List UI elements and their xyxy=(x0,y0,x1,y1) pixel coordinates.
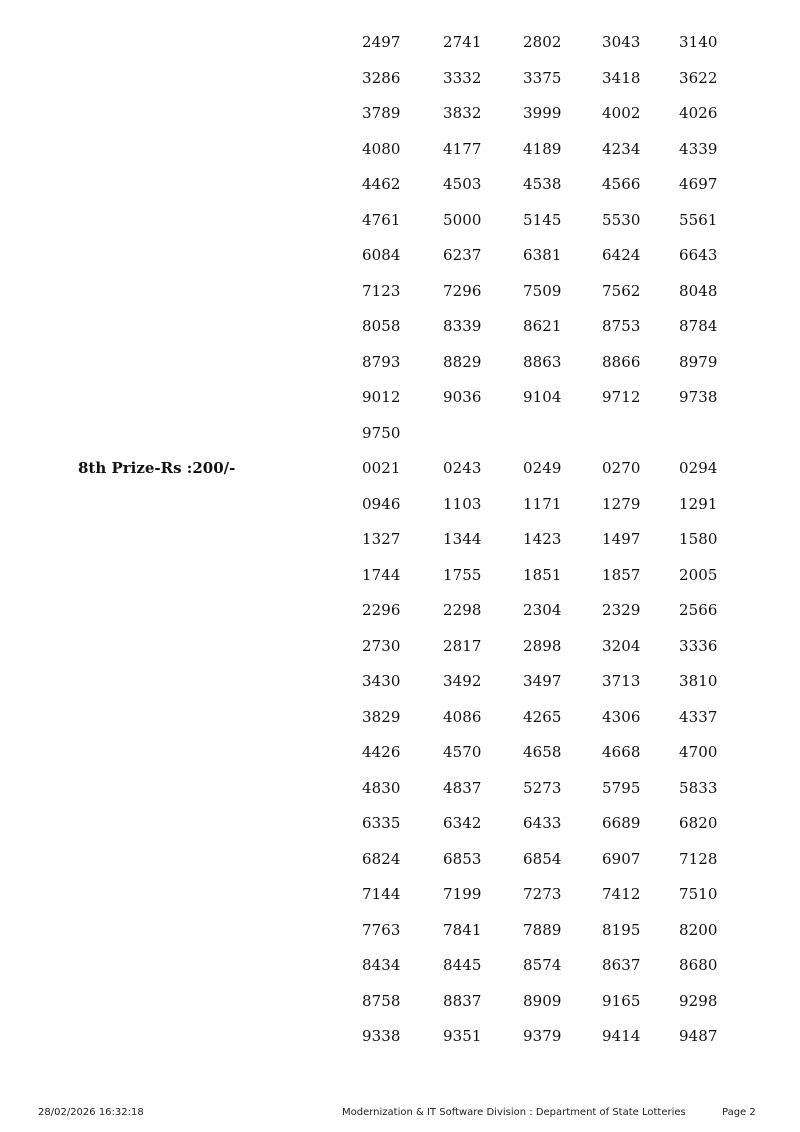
ticket-number: 9165 xyxy=(602,991,641,1010)
ticket-number: 8680 xyxy=(679,956,718,974)
ticket-number: 3622 xyxy=(679,68,718,87)
ticket-number: 4503 xyxy=(443,175,482,193)
ticket-number: 4830 xyxy=(362,778,401,797)
ticket-number: 8058 xyxy=(362,317,401,335)
ticket-number: 2802 xyxy=(523,33,562,51)
ticket-number: 7509 xyxy=(523,281,562,300)
ticket-number: 4026 xyxy=(679,104,718,122)
ticket-number: 7841 xyxy=(443,920,482,939)
ticket-number: 1580 xyxy=(679,530,718,548)
ticket-number: 7144 xyxy=(362,885,401,903)
number-row xyxy=(0,387,800,423)
ticket-number: 8863 xyxy=(523,352,562,371)
number-row xyxy=(0,281,800,317)
ticket-number: 6820 xyxy=(679,814,718,832)
number-row xyxy=(0,955,800,991)
ticket-number: 9750 xyxy=(362,423,401,442)
ticket-number: 1857 xyxy=(602,565,641,584)
ticket-number: 4080 xyxy=(362,139,401,158)
ticket-number: 3286 xyxy=(362,68,401,87)
number-row xyxy=(0,991,800,1027)
ticket-number: 7199 xyxy=(443,885,482,903)
ticket-number: 8909 xyxy=(523,991,562,1010)
ticket-number: 8048 xyxy=(679,281,718,300)
ticket-number: 9738 xyxy=(679,388,718,406)
number-row xyxy=(0,707,800,743)
ticket-number: 2741 xyxy=(443,33,482,51)
ticket-number: 1851 xyxy=(523,565,562,584)
ticket-number: 9012 xyxy=(362,388,401,406)
ticket-number: 9414 xyxy=(602,1027,641,1045)
number-row xyxy=(0,636,800,672)
ticket-number: 5145 xyxy=(523,210,562,229)
ticket-number: 9379 xyxy=(523,1027,562,1045)
footer-division: Modernization & IT Software Division : Department of State Lotteries xyxy=(342,1107,686,1118)
ticket-number: 7889 xyxy=(523,920,562,939)
ticket-number: 3418 xyxy=(602,68,641,87)
ticket-number: 6084 xyxy=(362,246,401,264)
ticket-number: 4566 xyxy=(602,175,641,193)
ticket-number: 6237 xyxy=(443,246,482,264)
number-row xyxy=(0,32,800,68)
ticket-number: 2730 xyxy=(362,636,401,655)
number-row xyxy=(0,778,800,814)
ticket-number: 4339 xyxy=(679,139,718,158)
number-row xyxy=(0,245,800,281)
ticket-number: 8637 xyxy=(602,956,641,974)
ticket-number: 4570 xyxy=(443,743,482,761)
number-row xyxy=(0,600,800,636)
ticket-number: 4697 xyxy=(679,175,718,193)
prize-section-8th xyxy=(0,458,800,1062)
ticket-number: 7412 xyxy=(602,885,641,903)
ticket-number: 4538 xyxy=(523,175,562,193)
number-row xyxy=(0,352,800,388)
number-row xyxy=(0,529,800,565)
ticket-number: 8445 xyxy=(443,956,482,974)
ticket-number: 7510 xyxy=(679,885,718,903)
ticket-number: 4177 xyxy=(443,139,482,158)
ticket-number: 4462 xyxy=(362,175,401,193)
number-row xyxy=(0,316,800,352)
ticket-number: 2817 xyxy=(443,636,482,655)
ticket-number: 9712 xyxy=(602,388,641,406)
number-row xyxy=(0,174,800,210)
ticket-number: 6424 xyxy=(602,246,641,264)
number-row xyxy=(0,210,800,246)
ticket-number: 8200 xyxy=(679,920,718,939)
ticket-number: 4700 xyxy=(679,743,718,761)
ticket-number: 3497 xyxy=(523,672,562,690)
ticket-number: 4265 xyxy=(523,707,562,726)
ticket-number: 3336 xyxy=(679,636,718,655)
number-row xyxy=(0,458,800,494)
prize-label: 8th Prize-Rs :200/- xyxy=(78,459,236,477)
ticket-number: 5561 xyxy=(679,210,718,229)
number-row xyxy=(0,920,800,956)
ticket-number: 4086 xyxy=(443,707,482,726)
ticket-number: 8753 xyxy=(602,317,641,335)
ticket-number: 8837 xyxy=(443,991,482,1010)
ticket-number: 8339 xyxy=(443,317,482,335)
ticket-number: 7273 xyxy=(523,885,562,903)
ticket-number: 6824 xyxy=(362,849,401,868)
footer-timestamp: 28/02/2026 16:32:18 xyxy=(38,1107,144,1118)
ticket-number: 4837 xyxy=(443,778,482,797)
ticket-number: 4002 xyxy=(602,104,641,122)
ticket-number: 7296 xyxy=(443,281,482,300)
ticket-number: 1423 xyxy=(523,530,562,548)
ticket-number: 8793 xyxy=(362,352,401,371)
ticket-number: 6381 xyxy=(523,246,562,264)
ticket-number: 6643 xyxy=(679,246,718,264)
ticket-number: 4234 xyxy=(602,139,641,158)
number-row xyxy=(0,813,800,849)
prize-section-continued xyxy=(0,32,800,458)
ticket-number: 9036 xyxy=(443,388,482,406)
ticket-number: 9298 xyxy=(679,991,718,1010)
ticket-number: 0270 xyxy=(602,459,641,477)
ticket-number: 3140 xyxy=(679,33,718,51)
ticket-number: 1171 xyxy=(523,494,562,513)
footer-page-number: Page 2 xyxy=(722,1107,756,1118)
number-row xyxy=(0,1026,800,1062)
ticket-number: 3999 xyxy=(523,104,562,122)
number-row xyxy=(0,494,800,530)
ticket-number: 8195 xyxy=(602,920,641,939)
ticket-number: 6335 xyxy=(362,814,401,832)
ticket-number: 0946 xyxy=(362,494,401,513)
ticket-number: 2497 xyxy=(362,33,401,51)
number-row xyxy=(0,671,800,707)
ticket-number: 4668 xyxy=(602,743,641,761)
ticket-number: 4761 xyxy=(362,210,401,229)
number-row xyxy=(0,68,800,104)
ticket-number: 0294 xyxy=(679,459,718,477)
ticket-number: 1755 xyxy=(443,565,482,584)
ticket-number: 8574 xyxy=(523,956,562,974)
ticket-number: 4426 xyxy=(362,743,401,761)
ticket-number: 3713 xyxy=(602,672,641,690)
ticket-number: 2298 xyxy=(443,601,482,619)
ticket-number: 2304 xyxy=(523,601,562,619)
number-row xyxy=(0,423,800,459)
ticket-number: 9338 xyxy=(362,1027,401,1045)
ticket-number: 3332 xyxy=(443,68,482,87)
ticket-number: 4189 xyxy=(523,139,562,158)
number-row xyxy=(0,565,800,601)
ticket-number: 9487 xyxy=(679,1027,718,1045)
ticket-number: 1344 xyxy=(443,530,482,548)
ticket-number: 8434 xyxy=(362,956,401,974)
ticket-number: 9351 xyxy=(443,1027,482,1045)
ticket-number: 7123 xyxy=(362,281,401,300)
number-row xyxy=(0,884,800,920)
ticket-number: 6689 xyxy=(602,814,641,832)
ticket-number: 6433 xyxy=(523,814,562,832)
ticket-number: 1744 xyxy=(362,565,401,584)
number-row xyxy=(0,103,800,139)
ticket-number: 3430 xyxy=(362,672,401,690)
number-row xyxy=(0,742,800,778)
ticket-number: 5000 xyxy=(443,210,482,229)
ticket-number: 1497 xyxy=(602,530,641,548)
ticket-number: 2329 xyxy=(602,601,641,619)
ticket-number: 4337 xyxy=(679,707,718,726)
ticket-number: 6342 xyxy=(443,814,482,832)
ticket-number: 0243 xyxy=(443,459,482,477)
ticket-number: 1103 xyxy=(443,494,482,513)
ticket-number: 8866 xyxy=(602,352,641,371)
ticket-number: 9104 xyxy=(523,388,562,406)
ticket-number: 7562 xyxy=(602,281,641,300)
ticket-number: 6853 xyxy=(443,849,482,868)
ticket-number: 1327 xyxy=(362,530,401,548)
ticket-number: 8621 xyxy=(523,317,562,335)
ticket-number: 5833 xyxy=(679,778,718,797)
ticket-number: 7763 xyxy=(362,920,401,939)
ticket-number: 4658 xyxy=(523,743,562,761)
ticket-number: 6854 xyxy=(523,849,562,868)
page-footer xyxy=(0,1106,800,1122)
ticket-number: 8979 xyxy=(679,352,718,371)
ticket-number: 3204 xyxy=(602,636,641,655)
ticket-number: 2296 xyxy=(362,601,401,619)
ticket-number: 6907 xyxy=(602,849,641,868)
ticket-number: 8829 xyxy=(443,352,482,371)
ticket-number: 1291 xyxy=(679,494,718,513)
ticket-number: 3375 xyxy=(523,68,562,87)
ticket-number: 3789 xyxy=(362,104,401,122)
ticket-number: 8758 xyxy=(362,991,401,1010)
ticket-number: 3829 xyxy=(362,707,401,726)
ticket-number: 3832 xyxy=(443,104,482,122)
ticket-number: 3043 xyxy=(602,33,641,51)
ticket-number: 5273 xyxy=(523,778,562,797)
ticket-number: 8784 xyxy=(679,317,718,335)
number-row xyxy=(0,849,800,885)
ticket-number: 2566 xyxy=(679,601,718,619)
ticket-number: 4306 xyxy=(602,707,641,726)
ticket-number: 1279 xyxy=(602,494,641,513)
number-row xyxy=(0,139,800,175)
ticket-number: 7128 xyxy=(679,849,718,868)
ticket-number: 3492 xyxy=(443,672,482,690)
ticket-number: 5530 xyxy=(602,210,641,229)
ticket-number: 3810 xyxy=(679,672,718,690)
ticket-number: 5795 xyxy=(602,778,641,797)
ticket-number: 2005 xyxy=(679,565,718,584)
ticket-number: 0249 xyxy=(523,459,562,477)
ticket-number: 2898 xyxy=(523,636,562,655)
ticket-number: 0021 xyxy=(362,459,401,477)
